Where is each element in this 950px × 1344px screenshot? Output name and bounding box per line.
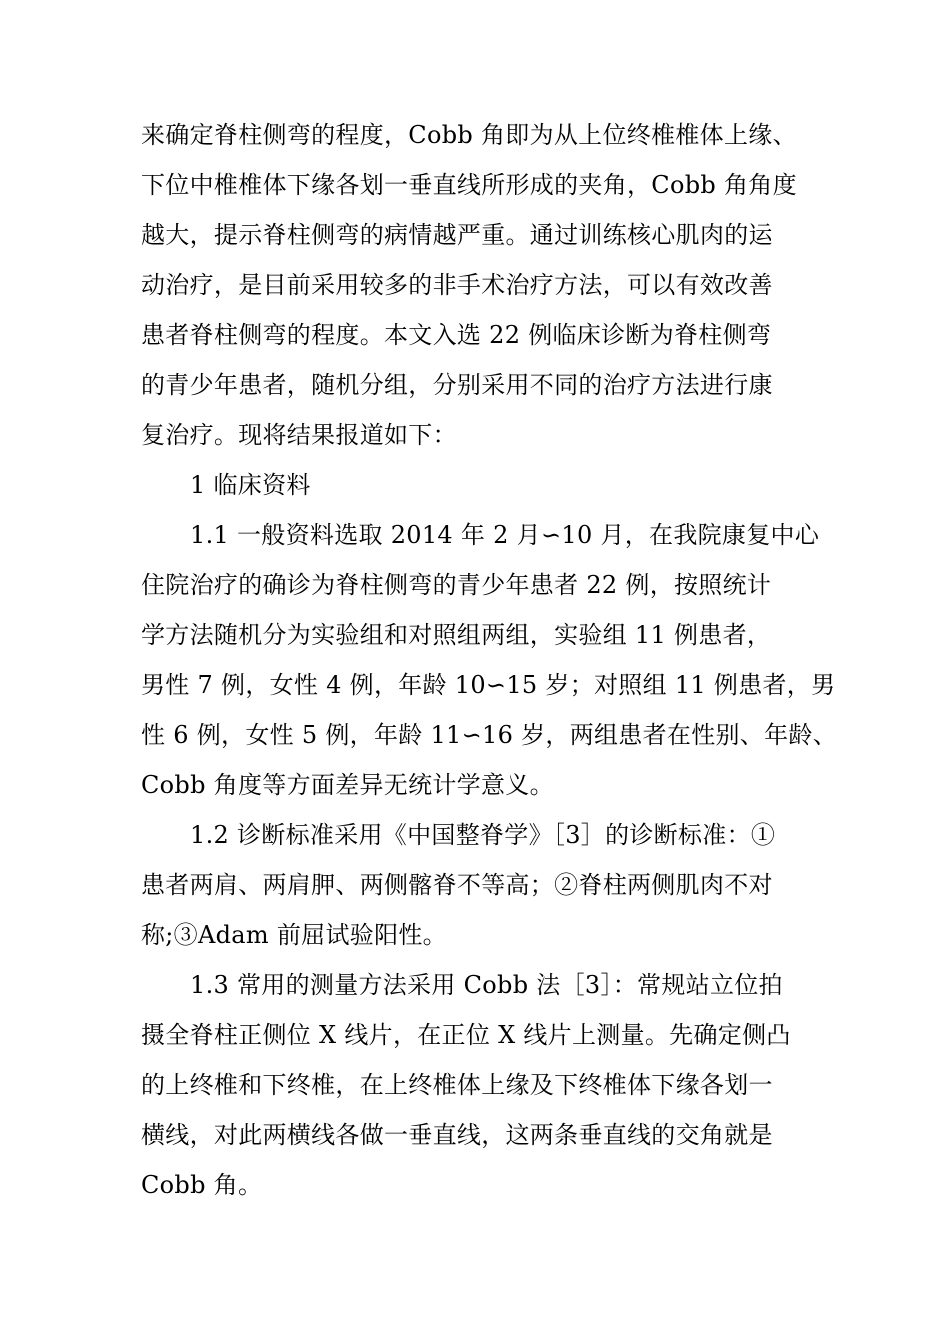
text-line: 1.1 一般资料选取 2014 年 2 月∽10 月，在我院康复中心 [190,521,820,549]
text-line: 患者脊柱侧弯的程度。本文入选 22 例临床诊断为脊柱侧弯 [141,321,772,349]
text-line: 的青少年患者，随机分组，分别采用不同的治疗方法进行康 [141,371,773,399]
text-line: 的上终椎和下终椎，在上终椎体上缘及下终椎体下缘各划一 [141,1071,773,1099]
text-line: 动治疗，是目前采用较多的非手术治疗方法，可以有效改善 [141,271,773,299]
text-line: 男性 7 例，女性 4 例，年龄 10∽15 岁；对照组 11 例患者，男 [141,671,836,699]
text-line: 学方法随机分为实验组和对照组两组，实验组 11 例患者， [141,621,772,649]
text-line: 来确定脊柱侧弯的程度，Cobb 角即为从上位终椎椎体上缘、 [141,121,797,149]
text-line: Cobb 角。 [141,1171,263,1199]
text-line: 患者两肩、两肩胛、两侧髂脊不等高；②脊柱两侧肌肉不对 [141,871,773,899]
section-heading: 1 临床资料 [190,471,311,499]
text-line: 摄全脊柱正侧位 X 线片，在正位 X 线片上测量。先确定侧凸 [141,1021,791,1049]
text-line: 称;③Adam 前屈试验阳性。 [141,921,447,949]
text-line: 越大，提示脊柱侧弯的病情越严重。通过训练核心肌肉的运 [141,221,773,249]
text-line: 住院治疗的确诊为脊柱侧弯的青少年患者 22 例，按照统计 [141,571,772,599]
text-line: Cobb 角度等方面差异无统计学意义。 [141,771,554,799]
text-line: 1.3 常用的测量方法采用 Cobb 法［3］：常规站立位拍 [190,971,783,999]
text-line: 1.2 诊断标准采用《中国整脊学》［3］的诊断标准：① [190,821,776,849]
text-line: 横线，对此两横线各做一垂直线，这两条垂直线的交角就是 [141,1121,773,1149]
text-line: 性 6 例，女性 5 例，年龄 11∽16 岁，两组患者在性别、年龄、 [141,721,837,749]
text-line: 复治疗。现将结果报道如下： [141,421,457,449]
text-line: 下位中椎椎体下缘各划一垂直线所形成的夹角，Cobb 角角度 [141,171,797,199]
